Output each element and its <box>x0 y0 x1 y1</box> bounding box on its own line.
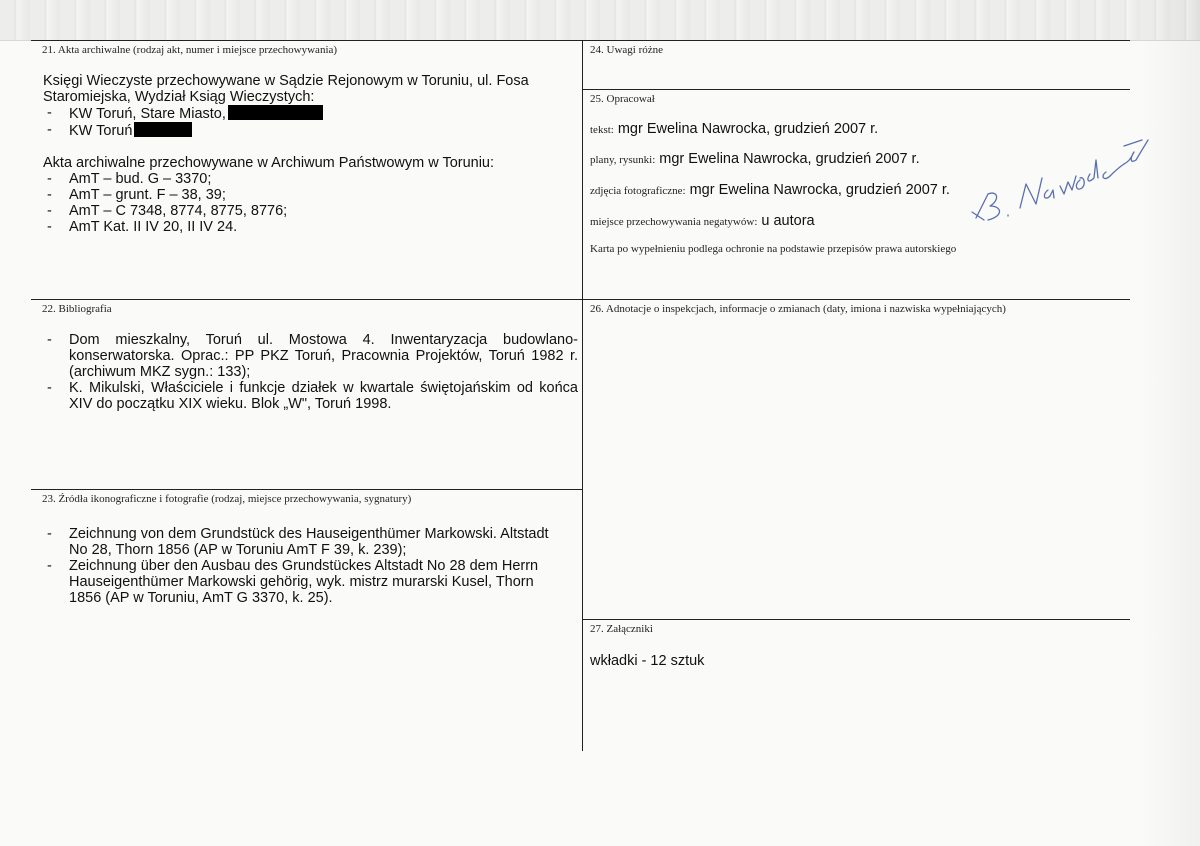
list-item: - Zeichnung von dem Grundstück des Hauseigenthümer Markowski. Altstadt No 28, Thorn 1856 (AP w Toruniu AmT F 39, k. 239); <box>43 526 563 558</box>
archive-intro: Akta archiwalne przechowywane w Archiwum Państwowym w Toruniu: <box>43 155 495 171</box>
negatives-location-field: miejsce przechowywania negatywów: u autora <box>590 213 815 229</box>
list-item: - AmT – bud. G – 3370; <box>43 171 573 187</box>
divider-24-25 <box>583 89 1130 90</box>
section-22-content <box>43 332 578 412</box>
redaction-box <box>228 105 323 120</box>
section-25-heading: 25. Opracował <box>590 93 655 105</box>
land-registry-list <box>43 105 573 139</box>
list-item: - Dom mieszkalny, Toruń ul. Mostowa 4. Inwentaryzacja budowlano-konserwatorska. Oprac.: PP PKZ Toruń, Pracownia Projektów, Toruń 1982 r. (archiwum MKZ sygn.: 133); <box>43 332 578 380</box>
divider-22-23 <box>31 489 582 490</box>
list-item: - AmT – C 7348, 8774, 8775, 8776; <box>43 203 573 219</box>
handwritten-signature <box>958 120 1158 230</box>
list-item: - Zeichnung über den Ausbau des Grundstückes Altstadt No 28 dem Herrn Hauseigenthümer Markowski gehörig, wyk. mistrz murarski Kusel, Thorn 1856 (AP w Toruniu, AmT G 3370, k. 25). <box>43 558 563 606</box>
section-23-content <box>43 526 563 606</box>
list-item: - AmT Kat. II IV 20, II IV 24. <box>43 219 573 235</box>
plans-author-field: plany, rysunki: mgr Ewelina Nawrocka, grudzień 2007 r. <box>590 151 920 167</box>
copyright-note: Karta po wypełnieniu podlega ochronie na podstawie przepisów prawa autorskiego <box>590 243 957 255</box>
section-26-heading: 26. Adnotacje o inspekcjach, informacje o zmianach (daty, imiona i nazwiska wypełniających) <box>590 303 1006 315</box>
center-vertical-divider <box>582 40 583 751</box>
section-22-heading: 22. Bibliografia <box>42 303 112 315</box>
land-registry-intro: Księgi Wieczyste przechowywane w Sądzie Rejonowym w Toruniu, ul. Fosa Staromiejska, Wydział Ksiąg Wieczystych: <box>43 73 529 105</box>
scan-top-strip <box>0 0 1200 41</box>
section-27-heading: 27. Załączniki <box>590 623 653 635</box>
list-item: - KW Toruń <box>43 122 573 139</box>
list-item: - KW Toruń, Stare Miasto, <box>43 105 573 122</box>
archive-list <box>43 171 573 235</box>
text-author-field: tekst: mgr Ewelina Nawrocka, grudzień 2007 r. <box>590 121 879 137</box>
divider-26-27 <box>583 619 1130 620</box>
list-item: - AmT – grunt. F – 38, 39; <box>43 187 573 203</box>
photos-author-field: zdjęcia fotograficzne: mgr Ewelina Nawrocka, grudzień 2007 r. <box>590 182 950 198</box>
section-23-heading: 23. Źródła ikonograficzne i fotografie (rodzaj, miejsce przechowywania, sygnatury) <box>42 493 412 505</box>
top-border-line <box>31 40 1130 41</box>
section-21-content <box>43 73 573 235</box>
redaction-box <box>134 122 192 137</box>
list-item: - K. Mikulski, Właściciele i funkcje działek w kwartale świętojańskim od końca XIV do początku XIX wieku. Blok „W", Toruń 1998. <box>43 380 578 412</box>
bibliography-list <box>43 332 578 412</box>
iconographic-sources-list <box>43 526 563 606</box>
section-21-heading: 21. Akta archiwalne (rodzaj akt, numer i miejsce przechowywania) <box>42 44 338 56</box>
divider-21-22 <box>31 299 1130 300</box>
section-24-heading: 24. Uwagi różne <box>590 44 664 56</box>
attachments-value: wkładki - 12 sztuk <box>590 653 705 669</box>
